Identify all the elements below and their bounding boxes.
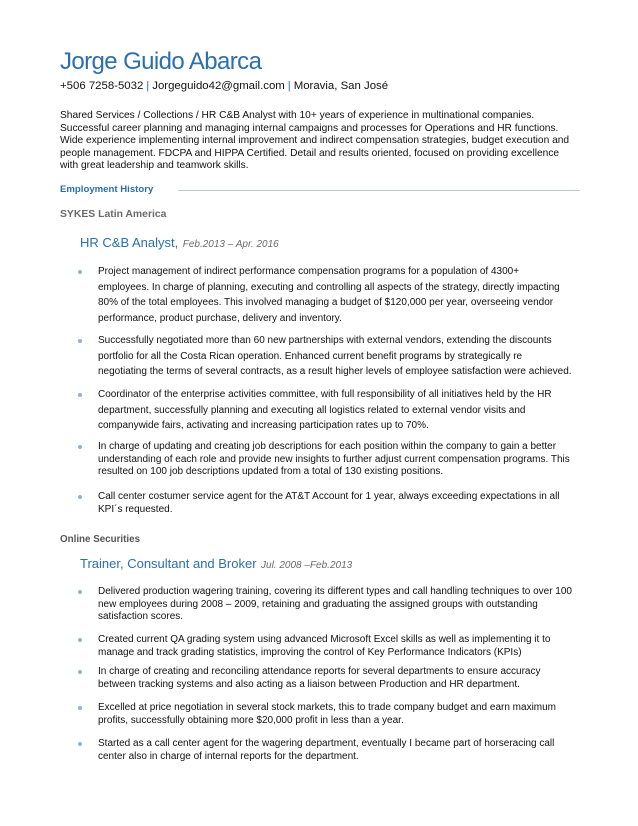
bullet-line: new employees during 2008 – 2009, retaining and graduating the assigned groups with outstanding <box>98 598 538 610</box>
summary-line: with great leadership and teamwork skills. <box>60 160 249 172</box>
bullet-line: Started as a call center agent for the wagering department, eventually I became part of horseracing call <box>98 738 555 749</box>
bullet-line: KPI´s requested. <box>98 503 173 515</box>
bullet-line: Project management of indirect performance compensation programs for a population of 4300+ <box>98 266 520 277</box>
bullet-line: Successfully negotiated more than 60 new partnerships with external vendors, extending the discounts <box>98 335 552 346</box>
summary-line: Wide experience implementing internal improvement and indirect compensation strategies, budget execution and <box>60 135 570 147</box>
bullet-icon <box>78 270 82 274</box>
email-address: Jorgeguido42@gmail.com <box>152 80 285 92</box>
bullet-line: companywide fairs, activating and increasing participation rates up to 70%. <box>98 420 429 431</box>
professional-summary <box>60 110 580 173</box>
bullet-line: resulted on 100 job descriptions updated from a total of 130 existing positions. <box>98 466 444 477</box>
bullet-line: department, successfully planning and executing all logistics related to external vendor visits and <box>98 404 526 416</box>
bullet-icon <box>78 670 82 674</box>
bullet-icon <box>78 638 82 642</box>
summary-line: Successful career planning and managing internal campaigns and processes for Operations and HR functions. <box>60 122 559 134</box>
job-heading <box>80 234 279 252</box>
bullet-line: employees. In charge of planning, executing and controlling all aspects of the strategy, directly impacting <box>98 281 560 293</box>
bullet-line: Call center costumer service agent for the AT&T Account for 1 year, always exceeding expectations in all <box>98 491 560 502</box>
bullet-line: 80% of the total employees. This involved managing a budget of $120,000 per year, overseeing vendor <box>98 297 554 308</box>
bullet-line: Delivered production wagering training, covering its different types and call handling techniques to over 100 <box>98 586 572 597</box>
phone-number: +506 7258-5032 <box>60 80 144 92</box>
job-title: Trainer, Consultant and Broker <box>80 556 257 571</box>
employment-history-header <box>60 184 580 198</box>
bullet-line: Created current QA grading system using advanced Microsoft Excel skills as well as implementing it to <box>98 634 551 645</box>
bullet-line: between tracking systems and also acting as a liaison between Production and HR department. <box>98 678 520 690</box>
job-dates: Feb.2013 – Apr. 2016 <box>182 239 279 250</box>
company-name: SYKES Latin America <box>60 209 167 220</box>
bullet-line: performance, product purchase, delivery and inventory. <box>98 312 342 324</box>
bullet-icon <box>78 590 82 594</box>
summary-line: people management. FDCPA and HIPPA Certified. Detail and results oriented, focused on providing excellence <box>60 147 560 159</box>
bullet-icon <box>78 393 82 397</box>
bullet-line: profits, successfully obtaining more $20,000 profit in less than a year. <box>98 714 404 726</box>
job-heading <box>80 555 352 573</box>
bullet-icon <box>78 706 82 710</box>
section-divider <box>178 190 580 191</box>
section-title: Employment History <box>60 184 154 195</box>
bullet-line: manage and track grading statistics, improving the control of Key Performance Indicators (KPIs) <box>98 646 522 658</box>
bullet-line: understanding of each role and provide new insights to further adjust current compensation programs. This <box>98 453 570 465</box>
contact-separator: | <box>146 80 150 92</box>
bullet-icon <box>78 495 82 499</box>
bullet-icon <box>78 445 82 449</box>
bullet-line: Coordinator of the enterprise activities committee, with full responsibility of all initiatives held by the HR <box>98 389 552 400</box>
bullet-icon <box>78 339 82 343</box>
contact-separator: | <box>287 80 291 92</box>
bullet-icon <box>78 742 82 746</box>
job-dates: Jul. 2008 –Feb.2013 <box>261 560 353 571</box>
candidate-name: Jorge Guido Abarca <box>60 48 262 75</box>
bullet-line: center also in charge of internal reports for the department. <box>98 750 359 762</box>
bullet-line: In charge of updating and creating job descriptions for each position within the company to gain a better <box>98 441 557 452</box>
bullet-line: satisfaction scores. <box>98 611 184 622</box>
bullet-line: portfolio for all the Costa Rican operation. Enhanced current benefit programs by strategically re <box>98 350 523 362</box>
bullet-line: Excelled at price negotiation in several stock markets, this to trade company budget and earn maximum <box>98 702 557 713</box>
company-name: Online Securities <box>60 534 141 545</box>
location: Moravia, San José <box>293 80 389 92</box>
bullet-line: negotiating the terms of several contracts, as a result higher levels of employee satisfaction were achieved. <box>98 366 572 377</box>
job-title: HR C&B Analyst, <box>80 235 179 250</box>
bullet-line: In charge of creating and reconciling attendance reports for several departments to ensure accuracy <box>98 666 541 677</box>
contact-line <box>60 80 388 92</box>
summary-line: Shared Services / Collections / HR C&B Analyst with 10+ years of experience in multinational companies. <box>60 110 535 121</box>
